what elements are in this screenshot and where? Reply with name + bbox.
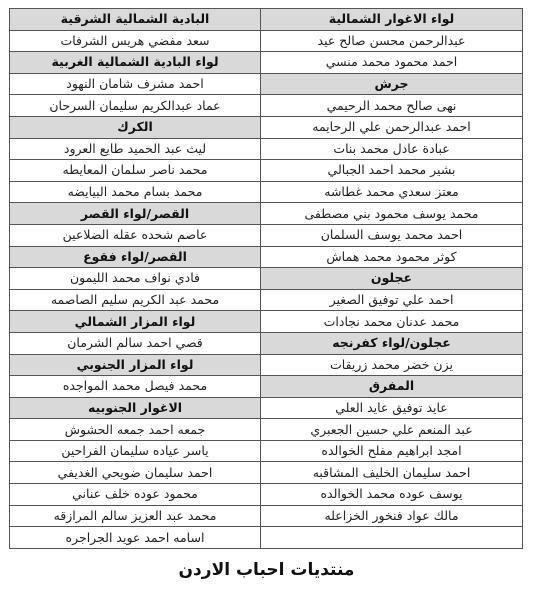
table-row <box>10 116 523 138</box>
region-header-cell-left: القصر/لواء القصر <box>10 203 261 225</box>
name-cell-right: عبد المنعم علي حسين الجعبري <box>261 419 523 441</box>
name-cell-right: عبدالرحمن محسن صالح عيد <box>261 30 523 52</box>
name-cell-left: محمد عبد العزيز سالم المرازقه <box>10 505 261 527</box>
name-cell-right: امجد ابراهيم مفلح الخوالده <box>261 440 523 462</box>
region-header-cell-left: لواء المزار الشمالي <box>10 311 261 333</box>
name-cell-right: كوثر محمود محمد هماش <box>261 246 523 268</box>
name-cell-right: عبادة عادل محمد بنات <box>261 138 523 160</box>
name-cell-right: محمد يوسف محمود بني مصطفى <box>261 203 523 225</box>
table-row <box>10 397 523 419</box>
name-cell-right: بشير محمد احمد الجبالي <box>261 160 523 182</box>
table-row <box>10 95 523 117</box>
table-row <box>10 224 523 246</box>
table-row <box>10 246 523 268</box>
name-cell-left: اسامه احمد عويد الجراجره <box>10 527 261 549</box>
table-row <box>10 332 523 354</box>
name-cell-right: احمد محمود محمد منسي <box>261 52 523 74</box>
table-row <box>10 181 523 203</box>
table-row <box>10 52 523 74</box>
region-header-cell-right: لواء الاغوار الشمالية <box>261 9 523 31</box>
names-table <box>9 8 523 549</box>
table-row <box>10 505 523 527</box>
name-cell-right: احمد عبدالرحمن علي الرحايمه <box>261 116 523 138</box>
name-cell-left: عاصم شحده عقله الضلاعين <box>10 224 261 246</box>
region-header-cell-left: الكرك <box>10 116 261 138</box>
name-cell-left: محمد فيصل محمد المواجده <box>10 376 261 398</box>
table-row <box>10 527 523 549</box>
name-cell-left: محمد بسام محمد البيايضه <box>10 181 261 203</box>
table-row <box>10 73 523 95</box>
name-cell-left: فادي نواف محمد الليمون <box>10 268 261 290</box>
name-cell-right: احمد علي توفيق الصغير <box>261 289 523 311</box>
table-row <box>10 440 523 462</box>
name-cell-right <box>261 527 523 549</box>
region-header-cell-left: لواء المزار الجنوبي <box>10 354 261 376</box>
table-row <box>10 462 523 484</box>
names-table-body <box>10 9 523 549</box>
region-header-cell-left: القصر/لواء فقوع <box>10 246 261 268</box>
region-header-cell-right: عجلون/لواء كفرنجه <box>261 332 523 354</box>
table-row <box>10 376 523 398</box>
name-cell-left: احمد مشرف شامان النهود <box>10 73 261 95</box>
name-cell-left: ليث عبد الحميد طايع العرود <box>10 138 261 160</box>
table-row <box>10 30 523 52</box>
name-cell-left: احمد سليمان ضويحي الغديفي <box>10 462 261 484</box>
name-cell-left: محمود عوده خلف عناني <box>10 484 261 506</box>
region-header-cell-left: البادية الشمالية الشرقية <box>10 9 261 31</box>
table-row <box>10 289 523 311</box>
region-header-cell-right: عجلون <box>261 268 523 290</box>
name-cell-right: معتز سعدي محمد غطاشه <box>261 181 523 203</box>
name-cell-left: ياسر عياده سليمان الفراحين <box>10 440 261 462</box>
name-cell-right: نهى صالح محمد الرحيمي <box>261 95 523 117</box>
name-cell-right: احمد محمد يوسف السلمان <box>261 224 523 246</box>
name-cell-left: عماد عبدالكريم سليمان السرحان <box>10 95 261 117</box>
table-row <box>10 419 523 441</box>
table-row <box>10 268 523 290</box>
name-cell-right: عايد توفيق عايد العلي <box>261 397 523 419</box>
name-cell-right: مالك عواد فنخور الخزاعله <box>261 505 523 527</box>
table-row <box>10 9 523 31</box>
forum-footer-title: منتديات احباب الاردن <box>178 560 355 580</box>
name-cell-left: جمعه احمد جمعه الحشوش <box>10 419 261 441</box>
name-cell-left: سعد مفضي هريس الشرفات <box>10 30 261 52</box>
name-cell-right: يوسف عوده محمد الخوالده <box>261 484 523 506</box>
results-table-wrapper <box>9 8 522 549</box>
table-row <box>10 160 523 182</box>
name-cell-right: يزن خضر محمد زريقات <box>261 354 523 376</box>
name-cell-left: محمد ناصر سلمان المعايطه <box>10 160 261 182</box>
table-row <box>10 138 523 160</box>
region-header-cell-left: الاغوار الجنوبيه <box>10 397 261 419</box>
region-header-cell-right: المفرق <box>261 376 523 398</box>
name-cell-left: محمد عبد الكريم سليم الصاصمه <box>10 289 261 311</box>
name-cell-right: احمد سليمان الخليف المشاقبه <box>261 462 523 484</box>
region-header-cell-right: جرش <box>261 73 523 95</box>
name-cell-right: محمد عدنان محمد نجادات <box>261 311 523 333</box>
table-row <box>10 354 523 376</box>
table-row <box>10 484 523 506</box>
table-row <box>10 203 523 225</box>
table-row <box>10 311 523 333</box>
name-cell-left: قصي احمد سالم الشرمان <box>10 332 261 354</box>
region-header-cell-left: لواء البادية الشمالية الغربية <box>10 52 261 74</box>
